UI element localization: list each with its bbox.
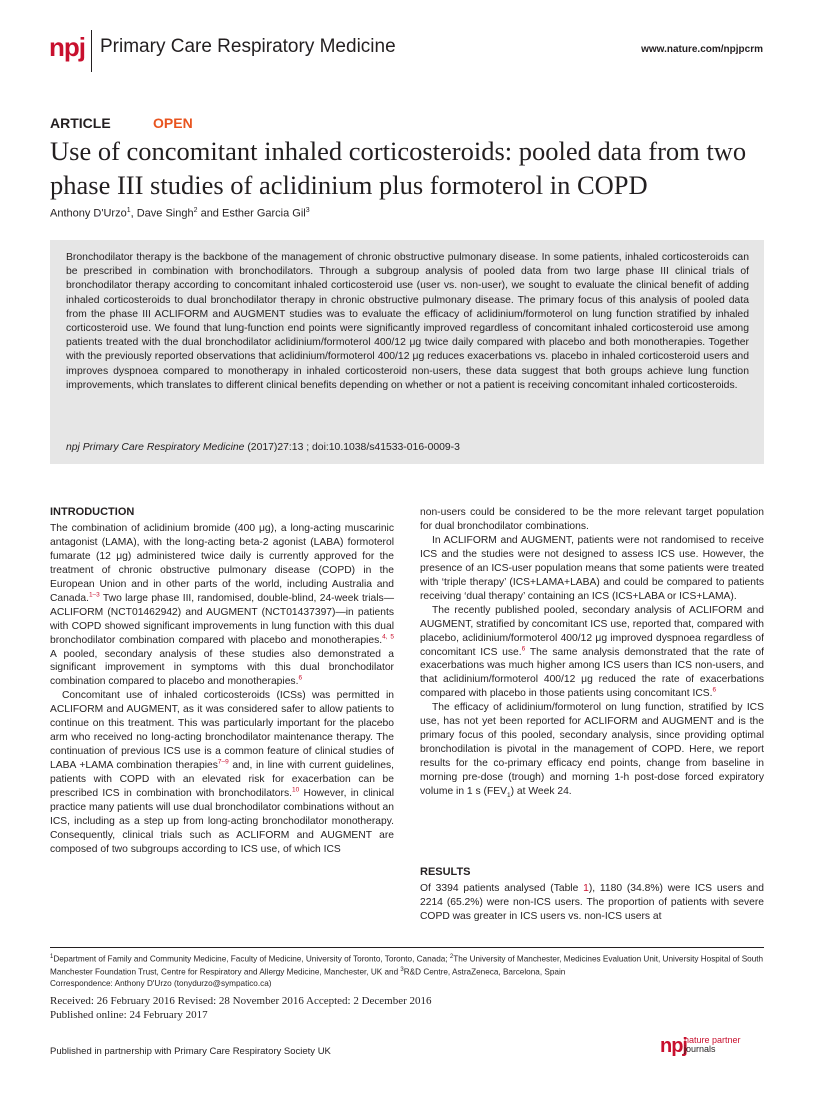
article-title: Use of concomitant inhaled corticosteroids: pooled data from two phase III studies of aclidinium plus formoterol in COPD [50, 136, 747, 200]
left-column [50, 506, 394, 857]
author-separator: and [197, 207, 222, 220]
citation-journal: npj Primary Care Respiratory Medicine [66, 442, 245, 453]
reference-link[interactable]: 1–3 [88, 591, 100, 599]
results-paragraph: Of 3394 patients analysed (Table 1), 1180 (34.8%) were ICS users and 2214 (65.2%) were non-ICS users. The proportion of patients with severe COPD was greater in ICS users vs. non-ICS users at [420, 883, 764, 922]
intro-paragraph: In ACLIFORM and AUGMENT, patients were not randomised to receive ICS and the studies were not designed to assess ICS use. However, the presence of an ICS-user population means that some patients were treated with ‘triple therapy’ (ICS+LAMA+LABA) and could be compared to patients receiving ‘dual therapy’ containing an ICS (ICS+LABA or ICS+LAMA). [420, 534, 764, 602]
author-name[interactable]: Esther Garcia Gil [221, 207, 306, 220]
reference-link[interactable]: 7–9 [217, 758, 229, 766]
header-divider [91, 30, 92, 72]
reference-link[interactable]: 6 [298, 675, 303, 683]
intro-paragraph: The recently published pooled, secondary analysis of ACLIFORM and AUGMENT, stratified by concomitant ICS use, reported that, compared with placebo, aclidinium/formoterol 400/12 μg improved dyspnoea regardless of concomitant ICS use.$^6$ The same analysis demonstrated that the rate of exacerbations was much higher among ICS users than ICS non-users, and that aclidinium/formoterol 400/12 μg reduced the rate of exacerbations compared with placebo in those patients using concomitant ICS.$^6$ [420, 604, 764, 700]
partnership-note: Published in partnership with Primary Care Respiratory Society UK [50, 1046, 331, 1057]
journal-name[interactable]: Primary Care Respiratory Medicine [100, 36, 396, 57]
results-heading: RESULTS [420, 866, 471, 878]
reference-link[interactable]: 4, 5 [382, 633, 394, 641]
author-affiliation-number: 3 [305, 207, 310, 214]
npj-logo[interactable]: npj [49, 32, 85, 62]
article-dates [50, 994, 432, 1022]
results-column [420, 882, 764, 924]
npj-footer-logo: npj [660, 1035, 687, 1057]
intro-paragraph: The combination of aclidinium bromide (400 μg), a long-acting muscarinic antagonist (LAMA), with the long-acting beta-2 agonist (LABA) formoterol fumarate (12 μg) administered twice daily is currently approved for the treatment of chronic obstructive pulmonary disease (COPD) in the European Union and in other parts of the world, including Australia and Canada.$^{1-3}$ Two large phase III, randomised, double-blind, 24-week trials—ACLIFORM (NCT01462942) and AUGMENT (NCT01437397)—in patients with COPD showed significant improvements in lung function with this dual bronchodilator combination compared with placebo and monotherapies.$^{4, 5}$ A pooled, secondary analysis of these studies also demonstrated a significant improvement in symptoms with this dual bronchodilator combination compared to placebo and monotherapies.$^6$ [50, 522, 394, 688]
subscript: 1 [506, 792, 511, 800]
footnote-divider [50, 947, 764, 948]
right-column [420, 506, 764, 799]
reference-link[interactable]: 6 [712, 686, 717, 694]
reference-link[interactable]: 10 [291, 786, 300, 794]
reference-link[interactable]: 6 [521, 645, 526, 653]
correspondence[interactable]: Correspondence: Anthony D'Urzo (tonydurzo@sympatico.ca) [50, 979, 272, 989]
author-name[interactable]: Anthony D'Urzo [50, 207, 127, 220]
article-type-label: ARTICLE [50, 115, 111, 131]
citation-line [66, 442, 749, 453]
affiliations: $^1$Department of Family and Community Medicine, Faculty of Medicine, University of Toronto, Toronto, Canada; $^2$The University of Manchester, Medicines Evaluation Unit, University Hospital of South Manchester Foundation Trust, Centre for Respiratory and Allergy Medicine, Manchester, UK and $^3$R&D Centre, AstraZeneca, Barcelona, Spain Correspondence: Anthony D'Urzo (tonydurzo@sympatico.ca) [50, 954, 764, 989]
intro-paragraph: Concomitant use of inhaled corticosteroids (ICSs) was permitted in ACLIFORM and AUGMENT, as it was considered safer to allow patients to continue on this treatment. This was particularly important for the placebo arm who received no long-acting bronchodilator maintenance therapy. The continuation of previous ICS use is a common feature of clinical studies of LABA +LAMA combination therapies$^{7-9}$ and, in line with current guidelines, patients with COPD with an elevated risk for exacerbation can be prescribed ICS in combination with bronchodilators.$^{10}$ However, in clinical practice many patients will use dual bronchodilator combinations without an ICS, including as a step up from long-acting bronchodilator monotherapy. Consequently, clinical trials such as ACLIFORM and AUGMENT are composed of two subgroups according to ICS use, of which ICS [50, 690, 394, 855]
journal-url-link[interactable]: www.nature.com/npjpcrm [641, 44, 763, 55]
author-name[interactable]: Dave Singh [136, 207, 194, 220]
author-list [50, 207, 310, 220]
nature-partner-journals-logo: nature partner journals [684, 1035, 741, 1054]
abstract-text: Bronchodilator therapy is the backbone of the management of chronic obstructive pulmonary disease. In some patients, inhaled corticosteroids can be prescribed in combination with bronchodilators. Through a subgroup analysis of pooled data from two large phase III clinical trials of bronchodilator therapy according to concomitant inhaled corticosteroid use (user vs. non-user), we sought to evaluate the clinical benefit of adding inhaled corticosteroids to dual bronchodilator therapy in chronic obstructive pulmonary disease. The primary focus of this analysis of pooled data from the phase III ACLIFORM and AUGMENT studies was to evaluate the efficacy of aclidinium/formoterol on lung function stratified by inhaled corticosteroid use. We found that lung-function end points were significantly improved regardless of concomitant inhaled corticosteroid use among patients treated with the dual bronchodilator aclidinium/formoterol 400/12 μg twice daily compared with placebo and both monotherapies. Together with the previously reported observations that aclidinium/formoterol 400/12 μg reduces exacerbations vs. placebo in inhaled corticosteroid users and improves dyspnoea compared to monotherapy in inhaled corticosteroid non-users, these data suggest that both groups achieve lung function improvements, which translates to different clinical benefits depending on whether or not a patient is receiving concomitant inhaled corticosteroids. [66, 252, 749, 391]
author-separator: , [130, 207, 137, 220]
intro-paragraph: The efficacy of aclidinium/formoterol on lung function, stratified by ICS use, has not yet been reported for ACLIFORM and AUGMENT and is the primary focus of this pooled, secondary analysis, since providing optimal bronchodilation is pivotal in the management of COPD. Here, we report results for the co-primary efficacy end points, change from baseline in morning pre-dose (trough) and morning 1-h post-dose forced expiratory volume in 1 s $(FEV_1)$ at Week 24. [420, 702, 764, 800]
received-dates: Received: 26 February 2016 Revised: 28 November 2016 Accepted: 2 December 2016 [50, 995, 432, 1007]
author-affiliation-number: 1 [126, 207, 131, 214]
open-access-label: OPEN [153, 115, 193, 131]
introduction-heading: INTRODUCTION [50, 506, 135, 518]
citation-doi[interactable]: (2017)27:13 ; doi:10.1038/s41533-016-0009-3 [244, 442, 460, 453]
intro-paragraph: non-users could be considered to be the more relevant target population for dual bronchodilator combinations. [420, 507, 764, 532]
published-date: Published online: 24 February 2017 [50, 1009, 208, 1021]
table-link[interactable]: 1 [583, 883, 589, 894]
author-affiliation-number: 2 [193, 207, 198, 214]
